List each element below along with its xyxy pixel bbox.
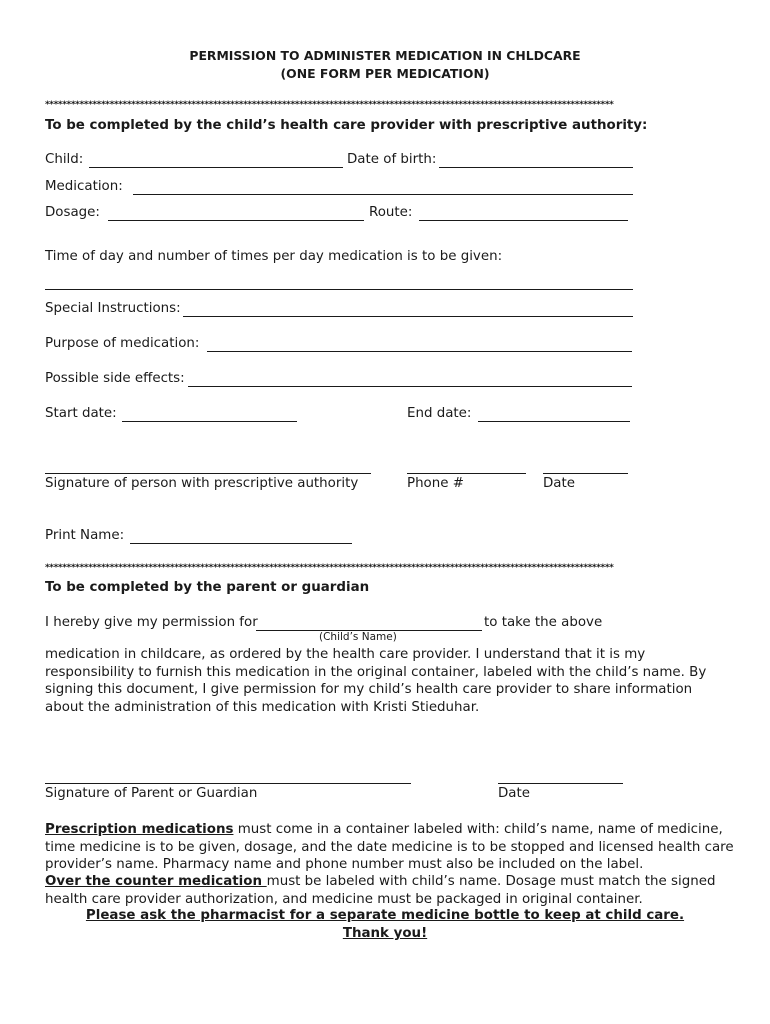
provider-date-label: Date (543, 476, 576, 491)
print-name-label: Print Name: (45, 528, 125, 543)
permission-end: to take the above (484, 615, 603, 630)
parent-section-heading: To be completed by the parent or guardian (45, 580, 370, 595)
medication-label: Medication: (45, 179, 123, 194)
dosage-label: Dosage: (45, 205, 100, 220)
parent-date-field[interactable] (498, 783, 623, 784)
side-effects-field[interactable] (188, 386, 632, 387)
permission-body: medication in childcare, as ordered by the health care provider. I understand that it is my responsibility to furnish this medication in the original container, labeled with the child’s name. By signing this document, I give permission for my child’s health care provider to share information about the administration of this medication with Kristi Stieduhar. (45, 647, 707, 715)
special-instructions-label: Special Instructions: (45, 301, 181, 316)
side-effects-label: Possible side effects: (45, 371, 185, 386)
provider-section-heading: To be completed by the child’s health care provider with prescriptive authority: (45, 118, 648, 133)
dob-label: Date of birth: (347, 152, 437, 167)
otc-text: must be labeled with child’s name. Dosage must match the signed health care provider authorization, and medicine must be packaged in original container. (45, 874, 716, 907)
provider-date-field[interactable] (543, 473, 628, 474)
special-instructions-field[interactable] (183, 316, 633, 317)
form-subtitle: (ONE FORM PER MEDICATION) (280, 66, 490, 81)
prescription-note (45, 821, 735, 874)
form-title: PERMISSION TO ADMINISTER MEDICATION IN CHLDCARE (189, 48, 581, 63)
start-date-field[interactable] (122, 421, 297, 422)
time-label: Time of day and number of times per day medication is to be given: (45, 249, 503, 264)
thank-you (0, 926, 770, 941)
parent-date-label: Date (498, 786, 531, 801)
route-field[interactable] (419, 220, 628, 221)
child-label: Child: (45, 152, 84, 167)
end-date-field[interactable] (478, 421, 630, 422)
thank-you-text: Thank you! (342, 926, 428, 941)
parent-signature-field[interactable] (45, 783, 411, 784)
purpose-field[interactable] (207, 351, 632, 352)
time-field[interactable] (45, 289, 633, 290)
parent-signature-label: Signature of Parent or Guardian (45, 786, 258, 801)
provider-signature-field[interactable] (45, 473, 371, 474)
otc-note (45, 873, 735, 908)
start-date-label: Start date: (45, 406, 117, 421)
otc-label: Over the counter medication (45, 874, 267, 889)
provider-signature-label: Signature of person with prescriptive authority (45, 476, 359, 491)
print-name-field[interactable] (130, 543, 352, 544)
pharmacist-note (0, 908, 770, 923)
child-name-caption: (Child’s Name) (319, 631, 397, 643)
permission-start: I hereby give my permission for (45, 615, 258, 630)
dob-field[interactable] (439, 167, 633, 168)
phone-field[interactable] (407, 473, 526, 474)
route-label: Route: (369, 205, 413, 220)
dosage-field[interactable] (108, 220, 364, 221)
end-date-label: End date: (407, 406, 472, 421)
separator: ************************************************************************************************************************************ (45, 563, 614, 573)
separator: ************************************************************************************************************************************ (45, 100, 614, 110)
child-field[interactable] (89, 167, 343, 168)
prescription-text: must come in a container labeled with: child’s name, name of medicine, time medicine is to be given, dosage, and the date medicine is to be stopped and licensed health care provider’s name. Pharmacy name and phone number must also be included on the label. (45, 822, 734, 873)
pharmacist-note-text: Please ask the pharmacist for a separate medicine bottle to keep at child care. (85, 908, 685, 923)
medication-field[interactable] (133, 194, 633, 195)
phone-label: Phone # (407, 476, 464, 491)
prescription-label: Prescription medications (45, 822, 234, 837)
purpose-label: Purpose of medication: (45, 336, 200, 351)
